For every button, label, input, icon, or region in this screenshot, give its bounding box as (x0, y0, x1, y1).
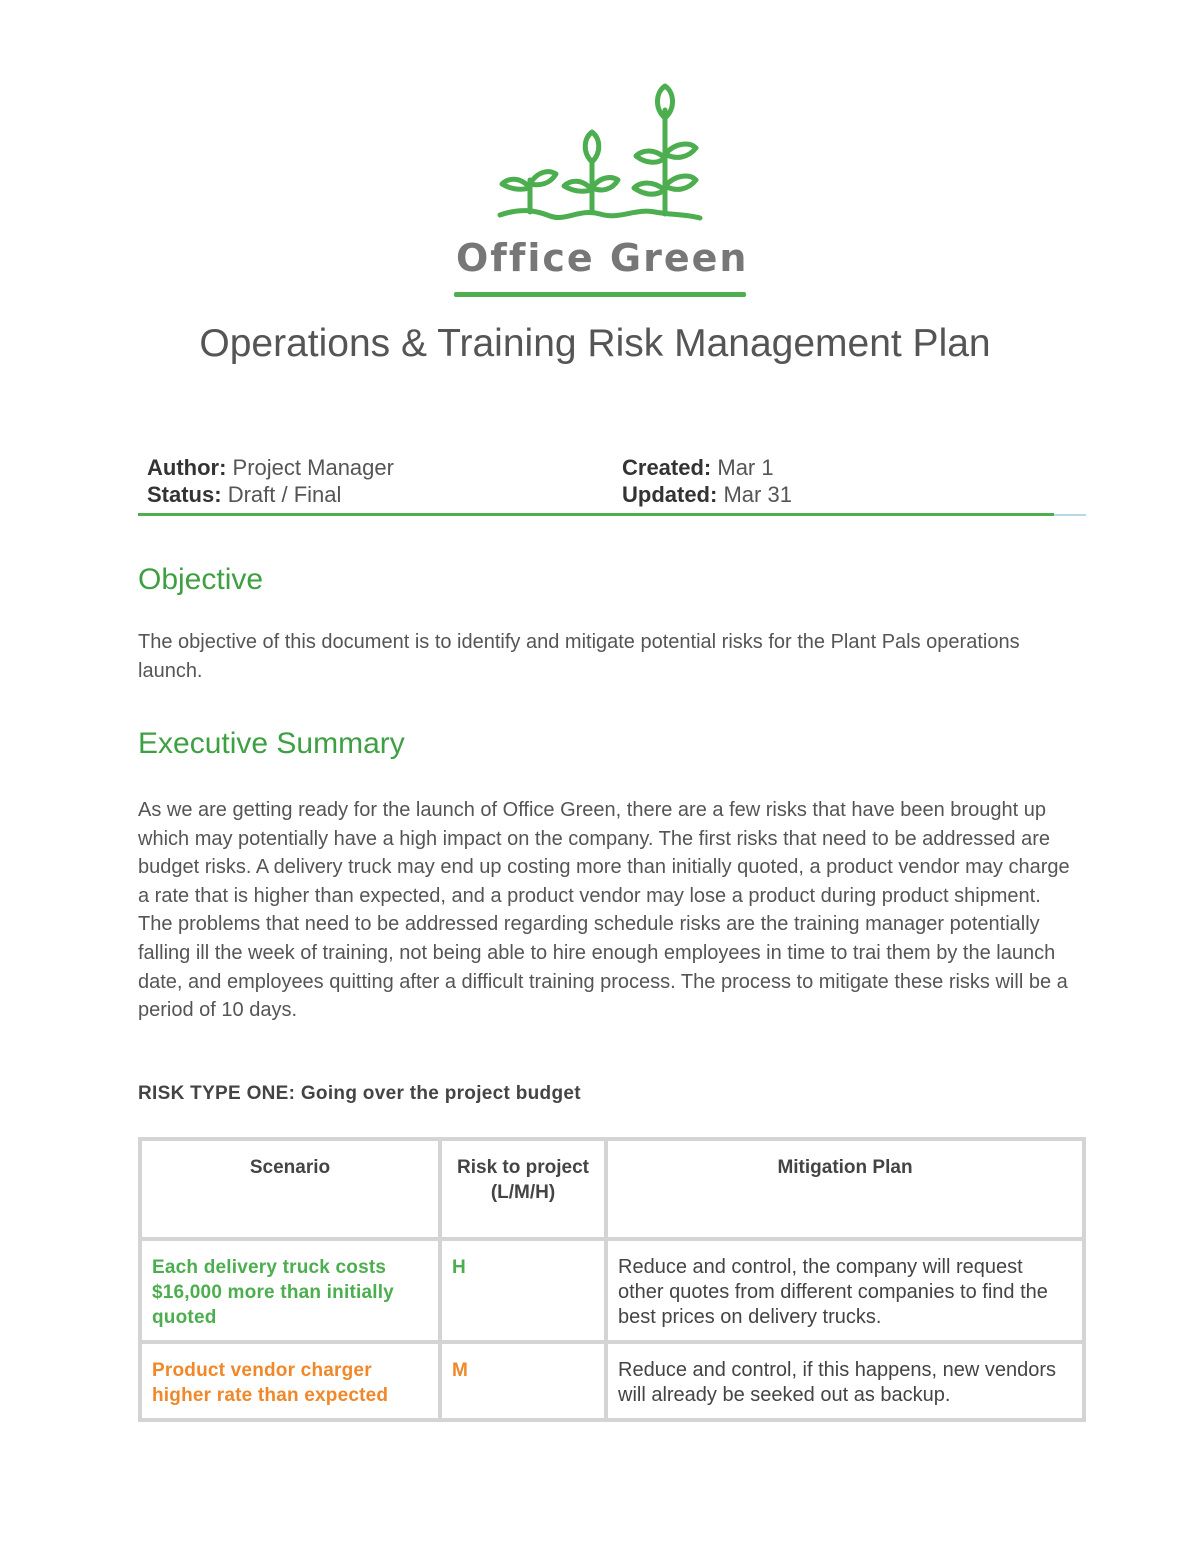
sprouting-plants-icon (490, 80, 720, 230)
table-row (140, 1342, 1084, 1420)
objective-heading: Objective (138, 563, 264, 596)
column-header-risk: Risk to project (L/M/H) (440, 1139, 606, 1239)
author-value: Project Manager (232, 455, 394, 480)
brand-name: Office Green (456, 236, 749, 280)
risk-type-one-heading: RISK TYPE ONE: Going over the project budget (138, 1083, 581, 1104)
meta-right (622, 454, 792, 508)
mitigation-cell: Reduce and control, if this happens, new vendors will already be seeked out as backup. (606, 1342, 1084, 1420)
column-header-mitigation: Mitigation Plan (606, 1139, 1084, 1239)
objective-text: The objective of this document is to identify and mitigate potential risks for the Plant Pals operations launch. (138, 631, 1020, 682)
created-line (622, 454, 792, 481)
table-row (140, 1239, 1084, 1342)
author-line (147, 454, 394, 481)
brand-underline (454, 292, 746, 297)
risk-table (138, 1137, 1086, 1422)
risk-level-cell: H (440, 1239, 606, 1342)
updated-value: Mar 31 (723, 482, 792, 507)
status-value: Draft / Final (227, 482, 342, 507)
created-label: Created: (622, 455, 712, 480)
updated-label: Updated: (622, 482, 718, 507)
column-header-scenario: Scenario (140, 1139, 440, 1239)
meta-left (147, 454, 394, 508)
risk-level-cell: M (440, 1342, 606, 1420)
executive-summary-heading: Executive Summary (138, 727, 405, 760)
meta-divider (138, 513, 1054, 516)
status-label: Status: (147, 482, 222, 507)
author-label: Author: (147, 455, 227, 480)
page-title: Operations & Training Risk Management Plan (199, 322, 991, 365)
executive-summary-text: As we are getting ready for the launch of Office Green, there are a few risks that have been brought up which may potentially have a high impact on the company. The first risks that need to be addressed are budget risks. A delivery truck may end up costing more than initially quoted, a product vendor may charge a rate that is higher than expected, and a product vendor may lose a product during product shipment. The problems that need to be addressed regarding schedule risks are the training manager potentially falling ill the week of training, not being able to hire enough employees in time to trai them by the launch date, and employees quitting after a difficult training process. The process to mitigate these risks will be a period of 10 days. (138, 799, 1070, 1022)
created-value: Mar 1 (717, 455, 774, 480)
updated-line (622, 481, 792, 508)
meta-divider-tail (1054, 514, 1086, 516)
mitigation-cell: Reduce and control, the company will request other quotes from different companies to find the best prices on delivery trucks. (606, 1239, 1084, 1342)
status-line (147, 481, 394, 508)
scenario-cell: Product vendor charger higher rate than expected (140, 1342, 440, 1420)
table-header-row (140, 1139, 1084, 1239)
scenario-cell: Each delivery truck costs $16,000 more than initially quoted (140, 1239, 440, 1342)
